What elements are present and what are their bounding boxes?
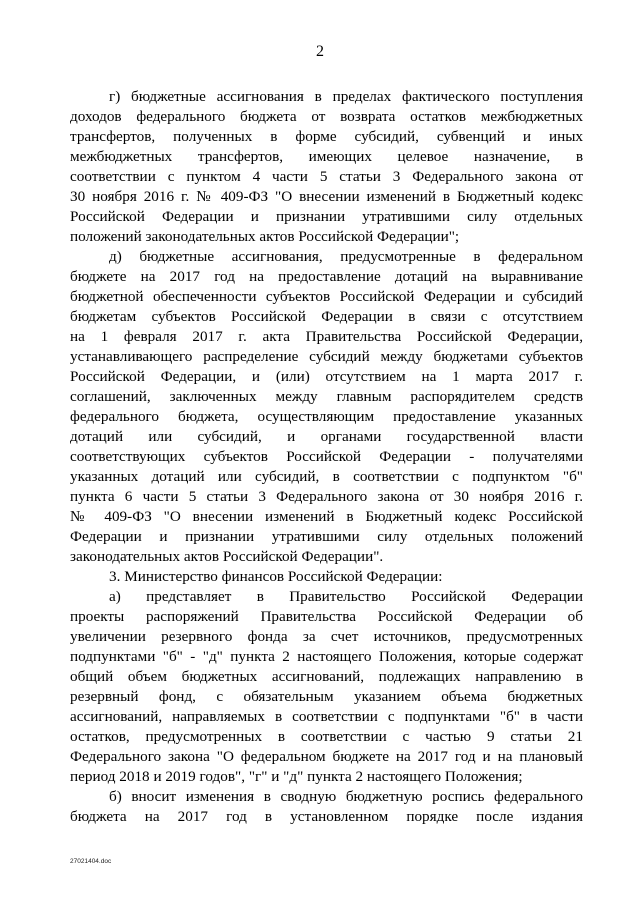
text-line: б) вносит изменения в сводную бюджетную роспись федерального	[109, 788, 583, 805]
text-line: пункта 6 части 5 статьи 3 Федерального закона от 30 ноября 2016 г.	[70, 488, 583, 505]
text-line: увеличении резервного фонда за счет источников, предусмотренных	[70, 628, 583, 645]
text-line: остатков, предусмотренных в соответствии с частью 9 статьи 21	[70, 728, 583, 745]
text-line: дотаций или субсидий, и органами государственной власти	[70, 428, 583, 445]
text-line: Федерального закона "О федеральном бюджете на 2017 год и на плановый	[70, 748, 583, 765]
text-line: бюджетам субъектов Российской Федерации в связи с отсутствием	[70, 308, 583, 325]
footer-file-code: 27021404.doc	[70, 858, 112, 865]
text-line: общий объем бюджетных ассигнований, подлежащих направлению в	[70, 668, 583, 685]
text-line: а) представляет в Правительство Российской Федерации	[109, 588, 583, 605]
text-line: доходов федерального бюджета от возврата остатков межбюджетных	[70, 108, 583, 125]
text-line: подпунктами "б" - "д" пункта 2 настоящего Положения, которые содержат	[70, 648, 583, 665]
text-line: д) бюджетные ассигнования, предусмотренные в федеральном	[109, 248, 583, 265]
text-line: бюджете на 2017 год на предоставление дотаций на выравнивание	[70, 268, 583, 285]
text-line: федерального бюджета, осуществляющим предоставление указанных	[70, 408, 583, 425]
text-line: межбюджетных трансфертов, имеющих целевое назначение, в	[70, 148, 583, 165]
text-line: положений законодательных актов Российской Федерации";	[70, 228, 460, 245]
text-line: законодательных актов Российской Федерации".	[70, 548, 384, 565]
text-line: на 1 февраля 2017 г. акта Правительства Российской Федерации,	[70, 328, 583, 345]
text-line: период 2018 и 2019 годов", "г" и "д" пункта 2 настоящего Положения;	[70, 768, 523, 785]
text-line: Федерации и признании утратившими силу отдельных положений	[70, 528, 583, 545]
text-line: бюджета на 2017 год в установленном порядке после издания	[70, 808, 583, 825]
text-line: № 409-ФЗ "О внесении изменений в Бюджетный кодекс Российской	[70, 508, 583, 525]
text-line: соглашений, заключенных между главным распорядителем средств	[70, 388, 583, 405]
text-line: Российской Федерации, и (или) отсутствием на 1 марта 2017 г.	[70, 368, 583, 385]
text-line: соответствующих субъектов Российской Федерации - получателями	[70, 448, 583, 465]
text-line: Российской Федерации и признании утратившими силу отдельных	[70, 208, 583, 225]
text-line: трансфертов, полученных в форме субсидий, субвенций и иных	[70, 128, 583, 145]
text-line: устанавливающего распределение субсидий между бюджетами субъектов	[70, 348, 583, 365]
text-line: 30 ноября 2016 г. № 409-ФЗ "О внесении изменений в Бюджетный кодекс	[70, 188, 583, 205]
text-line: 3. Министерство финансов Российской Федерации:	[109, 568, 443, 585]
text-line: ассигнований, направляемых в соответствии с подпунктами "б" в части	[70, 708, 583, 725]
text-line: проекты распоряжений Правительства Российской Федерации об	[70, 608, 583, 625]
text-line: соответствии с пунктом 4 части 5 статьи 3 Федерального закона от	[70, 168, 583, 185]
page-number: 2	[316, 43, 324, 60]
text-line: бюджетной обеспеченности субъектов Российской Федерации и субсидий	[70, 288, 583, 305]
text-line: указанных дотаций или субсидий, в соответствии с подпунктом "б"	[70, 468, 583, 485]
text-line: г) бюджетные ассигнования в пределах фактического поступления	[109, 88, 583, 105]
text-line: резервный фонд, с обязательным указанием объема бюджетных	[70, 688, 583, 705]
